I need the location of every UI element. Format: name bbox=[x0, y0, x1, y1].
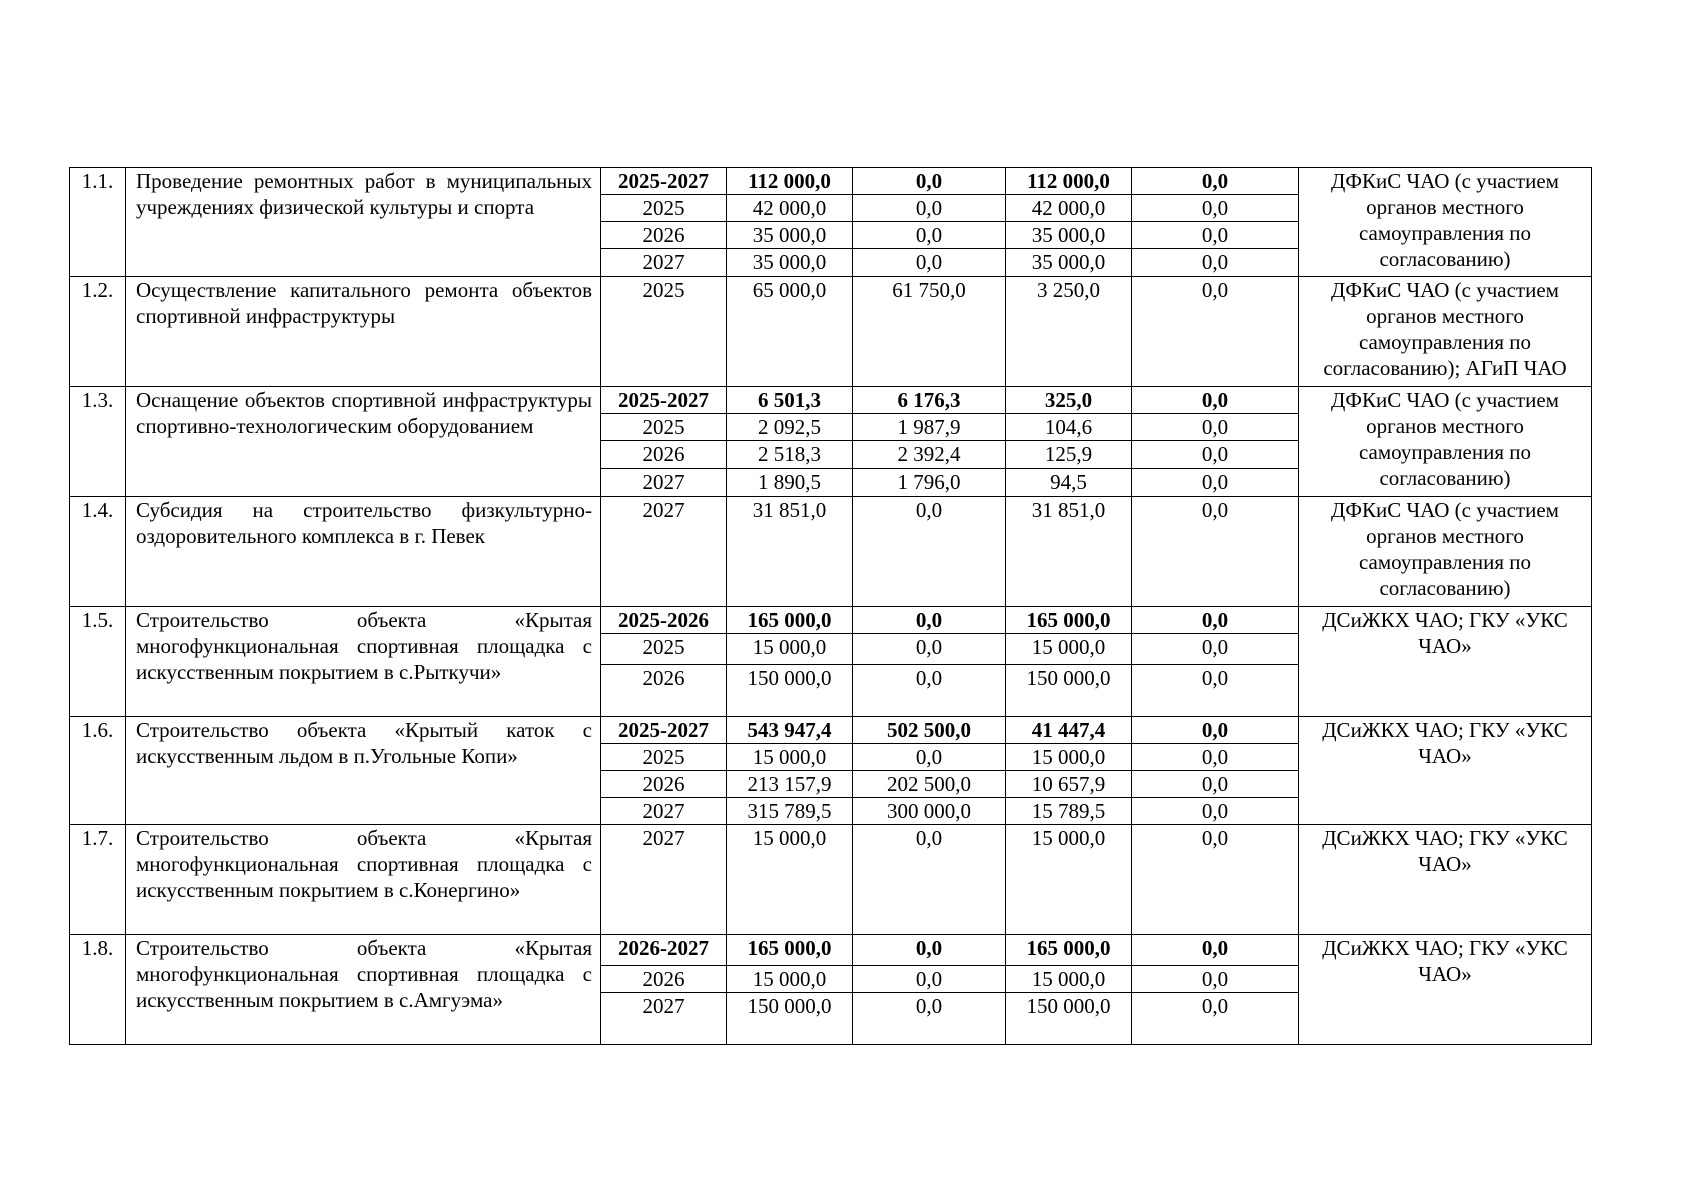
item-number: 1.8. bbox=[70, 935, 126, 1045]
regional-budget-cell: 104,6 bbox=[1006, 414, 1132, 441]
total-cell: 2 092,5 bbox=[727, 414, 853, 441]
item-name: Строительство объекта «Крытый каток с искусственным льдом в п.Угольные Копи» bbox=[126, 717, 601, 825]
period-cell: 2026 bbox=[601, 771, 727, 798]
local-budget-cell: 0,0 bbox=[1132, 469, 1299, 497]
total-cell: 15 000,0 bbox=[727, 825, 853, 935]
local-budget-cell: 0,0 bbox=[1132, 441, 1299, 469]
budget-table bbox=[69, 167, 1592, 1045]
total-cell: 165 000,0 bbox=[727, 607, 853, 634]
federal-budget-cell: 1 987,9 bbox=[853, 414, 1006, 441]
total-cell: 315 789,5 bbox=[727, 798, 853, 825]
item-number: 1.3. bbox=[70, 387, 126, 497]
federal-budget-cell: 0,0 bbox=[853, 168, 1006, 195]
total-cell: 42 000,0 bbox=[727, 195, 853, 222]
period-cell: 2025-2027 bbox=[601, 387, 727, 414]
local-budget-cell: 0,0 bbox=[1132, 966, 1299, 993]
local-budget-cell: 0,0 bbox=[1132, 993, 1299, 1045]
table-body bbox=[70, 168, 1592, 1045]
period-cell: 2025 bbox=[601, 744, 727, 771]
period-cell: 2027 bbox=[601, 993, 727, 1045]
responsible-executor: ДСиЖКХ ЧАО; ГКУ «УКС ЧАО» bbox=[1299, 607, 1592, 717]
item-number: 1.2. bbox=[70, 277, 126, 387]
table-row bbox=[70, 497, 1592, 607]
responsible-executor: ДФКиС ЧАО (с участием органов местного самоуправления по согласованию) bbox=[1299, 497, 1592, 607]
federal-budget-cell: 0,0 bbox=[853, 825, 1006, 935]
total-cell: 150 000,0 bbox=[727, 993, 853, 1045]
item-name: Строительство объекта «Крытая многофункциональная спортивная площадка с искусственным покрытием в с.Конергино» bbox=[126, 825, 601, 935]
total-cell: 15 000,0 bbox=[727, 966, 853, 993]
table-row bbox=[70, 277, 1592, 387]
period-cell: 2026-2027 bbox=[601, 935, 727, 966]
period-cell: 2025-2027 bbox=[601, 168, 727, 195]
federal-budget-cell: 300 000,0 bbox=[853, 798, 1006, 825]
period-cell: 2027 bbox=[601, 825, 727, 935]
federal-budget-cell: 2 392,4 bbox=[853, 441, 1006, 469]
total-cell: 35 000,0 bbox=[727, 249, 853, 277]
total-cell: 6 501,3 bbox=[727, 387, 853, 414]
regional-budget-cell: 150 000,0 bbox=[1006, 665, 1132, 717]
federal-budget-cell: 1 796,0 bbox=[853, 469, 1006, 497]
responsible-executor: ДСиЖКХ ЧАО; ГКУ «УКС ЧАО» bbox=[1299, 825, 1592, 935]
total-cell: 165 000,0 bbox=[727, 935, 853, 966]
regional-budget-cell: 112 000,0 bbox=[1006, 168, 1132, 195]
federal-budget-cell: 6 176,3 bbox=[853, 387, 1006, 414]
item-name: Строительство объекта «Крытая многофункциональная спортивная площадка с искусственным покрытием в с.Рыткучи» bbox=[126, 607, 601, 717]
item-number: 1.5. bbox=[70, 607, 126, 717]
period-cell: 2026 bbox=[601, 441, 727, 469]
total-cell: 1 890,5 bbox=[727, 469, 853, 497]
total-cell: 15 000,0 bbox=[727, 634, 853, 665]
item-name: Осуществление капитального ремонта объектов спортивной инфраструктуры bbox=[126, 277, 601, 387]
local-budget-cell: 0,0 bbox=[1132, 825, 1299, 935]
responsible-executor: ДФКиС ЧАО (с участием органов местного самоуправления по согласованию) bbox=[1299, 387, 1592, 497]
period-cell: 2025 bbox=[601, 634, 727, 665]
regional-budget-cell: 15 000,0 bbox=[1006, 825, 1132, 935]
regional-budget-cell: 165 000,0 bbox=[1006, 935, 1132, 966]
federal-budget-cell: 0,0 bbox=[853, 249, 1006, 277]
federal-budget-cell: 0,0 bbox=[853, 744, 1006, 771]
local-budget-cell: 0,0 bbox=[1132, 634, 1299, 665]
local-budget-cell: 0,0 bbox=[1132, 168, 1299, 195]
regional-budget-cell: 165 000,0 bbox=[1006, 607, 1132, 634]
item-name: Проведение ремонтных работ в муниципальных учреждениях физической культуры и спорта bbox=[126, 168, 601, 277]
local-budget-cell: 0,0 bbox=[1132, 935, 1299, 966]
total-cell: 65 000,0 bbox=[727, 277, 853, 387]
period-cell: 2027 bbox=[601, 497, 727, 607]
period-cell: 2027 bbox=[601, 798, 727, 825]
item-number: 1.4. bbox=[70, 497, 126, 607]
item-number: 1.1. bbox=[70, 168, 126, 277]
responsible-executor: ДСиЖКХ ЧАО; ГКУ «УКС ЧАО» bbox=[1299, 935, 1592, 1045]
regional-budget-cell: 125,9 bbox=[1006, 441, 1132, 469]
federal-budget-cell: 202 500,0 bbox=[853, 771, 1006, 798]
item-number: 1.6. bbox=[70, 717, 126, 825]
regional-budget-cell: 41 447,4 bbox=[1006, 717, 1132, 744]
table-row bbox=[70, 717, 1592, 744]
local-budget-cell: 0,0 bbox=[1132, 744, 1299, 771]
regional-budget-cell: 35 000,0 bbox=[1006, 222, 1132, 249]
federal-budget-cell: 0,0 bbox=[853, 222, 1006, 249]
total-cell: 213 157,9 bbox=[727, 771, 853, 798]
table-row bbox=[70, 607, 1592, 634]
total-cell: 150 000,0 bbox=[727, 665, 853, 717]
federal-budget-cell: 0,0 bbox=[853, 607, 1006, 634]
responsible-executor: ДСиЖКХ ЧАО; ГКУ «УКС ЧАО» bbox=[1299, 717, 1592, 825]
period-cell: 2027 bbox=[601, 469, 727, 497]
regional-budget-cell: 3 250,0 bbox=[1006, 277, 1132, 387]
local-budget-cell: 0,0 bbox=[1132, 665, 1299, 717]
total-cell: 31 851,0 bbox=[727, 497, 853, 607]
local-budget-cell: 0,0 bbox=[1132, 798, 1299, 825]
item-number: 1.7. bbox=[70, 825, 126, 935]
period-cell: 2026 bbox=[601, 966, 727, 993]
period-cell: 2025-2026 bbox=[601, 607, 727, 634]
regional-budget-cell: 15 000,0 bbox=[1006, 744, 1132, 771]
period-cell: 2025 bbox=[601, 195, 727, 222]
total-cell: 2 518,3 bbox=[727, 441, 853, 469]
federal-budget-cell: 502 500,0 bbox=[853, 717, 1006, 744]
local-budget-cell: 0,0 bbox=[1132, 717, 1299, 744]
period-cell: 2025 bbox=[601, 277, 727, 387]
federal-budget-cell: 61 750,0 bbox=[853, 277, 1006, 387]
regional-budget-cell: 94,5 bbox=[1006, 469, 1132, 497]
regional-budget-cell: 15 000,0 bbox=[1006, 966, 1132, 993]
regional-budget-cell: 150 000,0 bbox=[1006, 993, 1132, 1045]
regional-budget-cell: 10 657,9 bbox=[1006, 771, 1132, 798]
local-budget-cell: 0,0 bbox=[1132, 195, 1299, 222]
local-budget-cell: 0,0 bbox=[1132, 771, 1299, 798]
responsible-executor: ДФКиС ЧАО (с участием органов местного самоуправления по согласованию); АГиП ЧАО bbox=[1299, 277, 1592, 387]
local-budget-cell: 0,0 bbox=[1132, 249, 1299, 277]
item-name: Субсидия на строительство физкультурно-оздоровительного комплекса в г. Певек bbox=[126, 497, 601, 607]
federal-budget-cell: 0,0 bbox=[853, 935, 1006, 966]
period-cell: 2027 bbox=[601, 249, 727, 277]
federal-budget-cell: 0,0 bbox=[853, 665, 1006, 717]
total-cell: 35 000,0 bbox=[727, 222, 853, 249]
local-budget-cell: 0,0 bbox=[1132, 277, 1299, 387]
period-cell: 2025-2027 bbox=[601, 717, 727, 744]
regional-budget-cell: 35 000,0 bbox=[1006, 249, 1132, 277]
regional-budget-cell: 325,0 bbox=[1006, 387, 1132, 414]
local-budget-cell: 0,0 bbox=[1132, 222, 1299, 249]
regional-budget-cell: 15 789,5 bbox=[1006, 798, 1132, 825]
total-cell: 543 947,4 bbox=[727, 717, 853, 744]
period-cell: 2025 bbox=[601, 414, 727, 441]
table-row bbox=[70, 168, 1592, 195]
federal-budget-cell: 0,0 bbox=[853, 195, 1006, 222]
regional-budget-cell: 42 000,0 bbox=[1006, 195, 1132, 222]
regional-budget-cell: 15 000,0 bbox=[1006, 634, 1132, 665]
local-budget-cell: 0,0 bbox=[1132, 497, 1299, 607]
federal-budget-cell: 0,0 bbox=[853, 634, 1006, 665]
federal-budget-cell: 0,0 bbox=[853, 966, 1006, 993]
local-budget-cell: 0,0 bbox=[1132, 387, 1299, 414]
federal-budget-cell: 0,0 bbox=[853, 993, 1006, 1045]
federal-budget-cell: 0,0 bbox=[853, 497, 1006, 607]
period-cell: 2026 bbox=[601, 665, 727, 717]
table-row bbox=[70, 387, 1592, 414]
period-cell: 2026 bbox=[601, 222, 727, 249]
item-name: Оснащение объектов спортивной инфраструктуры спортивно-технологическим оборудованием bbox=[126, 387, 601, 497]
regional-budget-cell: 31 851,0 bbox=[1006, 497, 1132, 607]
total-cell: 112 000,0 bbox=[727, 168, 853, 195]
table-row bbox=[70, 825, 1592, 935]
item-name: Строительство объекта «Крытая многофункциональная спортивная площадка с искусственным покрытием в с.Амгуэма» bbox=[126, 935, 601, 1045]
local-budget-cell: 0,0 bbox=[1132, 414, 1299, 441]
table-row bbox=[70, 935, 1592, 966]
responsible-executor: ДФКиС ЧАО (с участием органов местного самоуправления по согласованию) bbox=[1299, 168, 1592, 277]
total-cell: 15 000,0 bbox=[727, 744, 853, 771]
local-budget-cell: 0,0 bbox=[1132, 607, 1299, 634]
